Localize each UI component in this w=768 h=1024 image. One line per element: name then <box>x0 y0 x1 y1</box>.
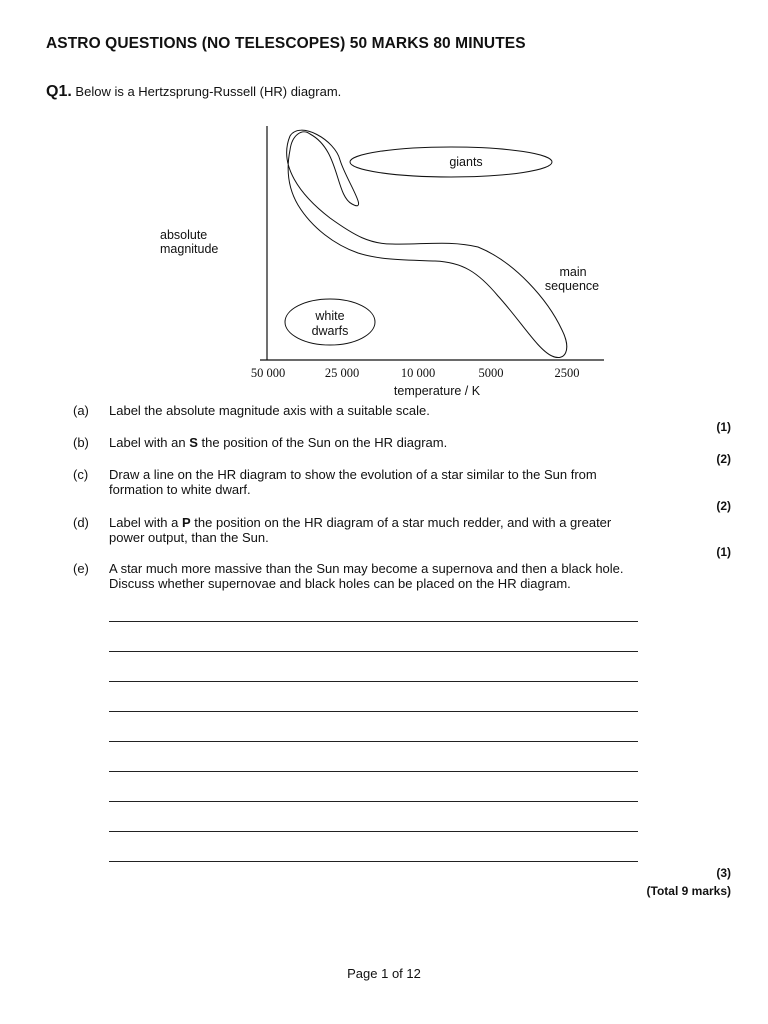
part-b-prompt-start: Label with an <box>109 435 190 450</box>
y-axis-label-2: magnitude <box>160 242 219 256</box>
question-intro-text: Below is a Hertzsprung-Russell (HR) diagram. <box>75 84 342 99</box>
answer-line[interactable] <box>109 741 638 742</box>
x-tick-label: 2500 <box>554 366 580 380</box>
answer-line[interactable] <box>109 771 638 772</box>
page-title: ASTRO QUESTIONS (NO TELESCOPES) 50 MARKS 80 MINUTES <box>46 35 526 52</box>
white-dwarfs-label-1: white <box>315 309 345 323</box>
part-c-line-1: Draw a line on the HR diagram to show the evolution of a star similar to the Sun from <box>109 467 597 482</box>
part-e-text <box>109 561 709 591</box>
part-e-marks: (3) <box>716 866 731 880</box>
part-b-text <box>109 435 709 450</box>
part-a-text <box>109 403 709 418</box>
part-b-letter: (b) <box>73 435 89 450</box>
x-tick-label: 50 000 <box>250 366 286 380</box>
answer-line[interactable] <box>109 861 638 862</box>
part-c-letter: (c) <box>73 467 89 482</box>
part-d-prompt-start: Label with a <box>109 515 182 530</box>
part-d-line-2: power output, than the Sun. <box>109 530 269 545</box>
answer-line[interactable] <box>109 681 638 682</box>
part-d-prompt-end: the position on the HR diagram of a star much redder, and with a greater <box>190 515 612 530</box>
part-b-bold: S <box>189 435 198 450</box>
part-e-line-2: Discuss whether supernovae and black holes can be placed on the HR diagram. <box>109 576 571 591</box>
x-tick-label: 10 000 <box>400 366 436 380</box>
y-axis-label-1: absolute <box>160 228 208 242</box>
page-number: Page 1 of 12 <box>347 966 421 981</box>
white-dwarfs-label-2: dwarfs <box>311 324 349 338</box>
question-number: Q1. <box>46 83 72 100</box>
giants-label: giants <box>449 155 483 169</box>
main-sequence-label-2: sequence <box>544 279 600 293</box>
total-marks: (Total 9 marks) <box>646 884 731 898</box>
main-sequence-label-1: main <box>559 265 587 279</box>
part-d-marks: (1) <box>716 545 731 559</box>
part-d-text <box>109 515 709 545</box>
hr-diagram <box>0 0 768 420</box>
part-d-bold: P <box>182 515 191 530</box>
answer-line[interactable] <box>109 801 638 802</box>
part-b-marks: (2) <box>716 452 731 466</box>
part-a-prompt: Label the absolute magnitude axis with a suitable scale. <box>109 403 430 418</box>
answer-line[interactable] <box>109 621 638 622</box>
x-tick-label: 5000 <box>478 366 504 380</box>
part-c-marks: (2) <box>716 499 731 513</box>
x-axis-label: temperature / K <box>393 384 481 398</box>
part-a-letter: (a) <box>73 403 89 418</box>
part-e-letter: (e) <box>73 561 89 576</box>
part-c-line-2: formation to white dwarf. <box>109 482 251 497</box>
part-b-prompt-end: the position of the Sun on the HR diagram. <box>197 435 448 450</box>
answer-line[interactable] <box>109 711 638 712</box>
part-a-marks: (1) <box>716 420 731 434</box>
answer-line[interactable] <box>109 651 638 652</box>
answer-line[interactable] <box>109 831 638 832</box>
part-d-line-1 <box>109 515 709 530</box>
part-e-line-1: A star much more massive than the Sun may become a supernova and then a black hole. <box>109 561 624 576</box>
part-d-letter: (d) <box>73 515 89 530</box>
part-c-text <box>109 467 709 497</box>
x-tick-label: 25 000 <box>324 366 360 380</box>
